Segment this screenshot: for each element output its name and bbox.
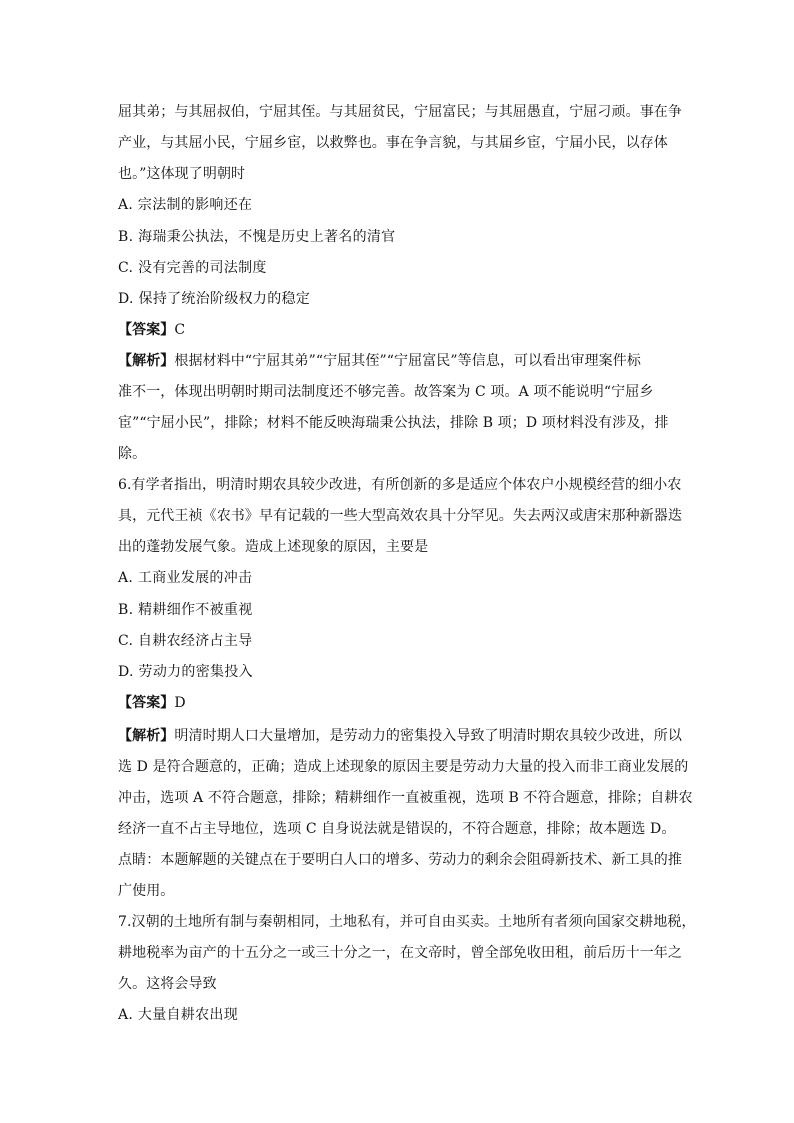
q6-answer-tag: 【答案】 (118, 695, 175, 711)
q7-stem-line-3: 久。这将会导致 (118, 976, 217, 992)
q6-answer (118, 694, 186, 712)
q7-option-a: A. 大量自耕农出现 (118, 1007, 239, 1023)
q6-analysis-line-1 (118, 727, 682, 745)
q5-analysis-line-2: 准不一，体现出明朝时期司法制度还不够完善。故答案为 C 项。A 项不能说明“宁屈乡 (118, 384, 654, 400)
q5-option-b: B. 海瑞秉公执法，不愧是历史上著名的清官 (118, 229, 396, 245)
q5-stem-line-2: 产业，与其屈小民，宁屈乡宦，以救弊也。事在争言貌，与其届乡宦，宁届小民，以存体 (118, 135, 668, 151)
q5-answer-tag: 【答案】 (118, 322, 175, 338)
q6-option-b: B. 精耕细作不被重视 (118, 602, 253, 618)
q6-stem-line-1: 6.有学者指出，明清时期农具较少改进，有所创新的多是适应个体农户小规模经营的细小农 (118, 477, 682, 493)
q5-stem-line-3: 也。”这体现了明朝时 (118, 166, 246, 182)
q6-analysis-tag: 【解析】 (118, 728, 175, 744)
q7-stem-line-2: 耕地税率为亩产的十五分之一或三十分之一，在文帝时，曾全部免收田租，前后历十一年之 (118, 945, 682, 961)
q6-option-c: C. 自耕农经济占主导 (118, 633, 253, 649)
q6-analysis-text-1: 明清时期人口大量增加，是劳动力的密集投入导致了明清时期农具较少改进，所以 (174, 728, 683, 744)
q6-stem-line-2: 具，元代王祯《农书》早有记载的一些大型高效农具十分罕见。失去两汉或唐宋那种新器迭 (118, 508, 682, 524)
q6-comment-line-2: 广使用。 (118, 883, 175, 899)
q5-analysis-tag: 【解析】 (118, 353, 175, 369)
q7-stem-line-1: 7.汉朝的土地所有制与秦朝相同，土地私有，并可自由买卖。土地所有者须向国家交耕地税， (118, 914, 696, 930)
q5-analysis-line-1 (118, 352, 641, 370)
q5-option-c: C. 没有完善的司法制度 (118, 260, 267, 276)
q5-option-d: D. 保持了统治阶级权力的稳定 (118, 291, 311, 307)
q6-comment-line-1: 点睛：本题解题的关键点在于要明白人口的增多、劳动力的剩余会阻碍新技术、新工具的推 (118, 852, 682, 868)
q5-stem-line-1: 屈其弟；与其屈叔伯，宁屈其侄。与其屈贫民，宁屈富民；与其屈愚直，宁屈刁顽。事在争 (118, 104, 682, 120)
q5-option-a: A. 宗法制的影响还在 (118, 197, 253, 213)
q5-answer (118, 321, 185, 339)
q6-option-d: D. 劳动力的密集投入 (118, 664, 253, 680)
q6-analysis-line-2: 选 D 是符合题意的，正确；造成上述现象的原因主要是劳动力大量的投入而非工商业发展的 (118, 759, 689, 775)
q6-analysis-line-4: 经济一直不占主导地位，选项 C 自身说法就是错误的，不符合题意，排除；故本题选 D。 (118, 821, 676, 837)
q6-stem-line-3: 出的蓬勃发展气象。造成上述现象的原因，主要是 (118, 539, 429, 555)
q6-option-a: A. 工商业发展的冲击 (118, 570, 253, 586)
q6-analysis-line-3: 冲击，选项 A 不符合题意，排除；精耕细作一直被重视，选项 B 不符合题意，排除；自耕农 (118, 790, 693, 806)
q5-analysis-line-4: 除。 (118, 446, 147, 462)
q5-analysis-text-1: 根据材料中“宁屈其弟”“宁屈其侄”“宁屈富民”等信息，可以看出审理案件标 (174, 353, 641, 369)
q5-analysis-line-3: 宦”“宁屈小民”，排除；材料不能反映海瑞秉公执法，排除 B 项；D 项材料没有涉及，排 (118, 415, 669, 431)
q6-answer-value: D (174, 695, 186, 711)
q5-answer-value: C (174, 322, 186, 338)
